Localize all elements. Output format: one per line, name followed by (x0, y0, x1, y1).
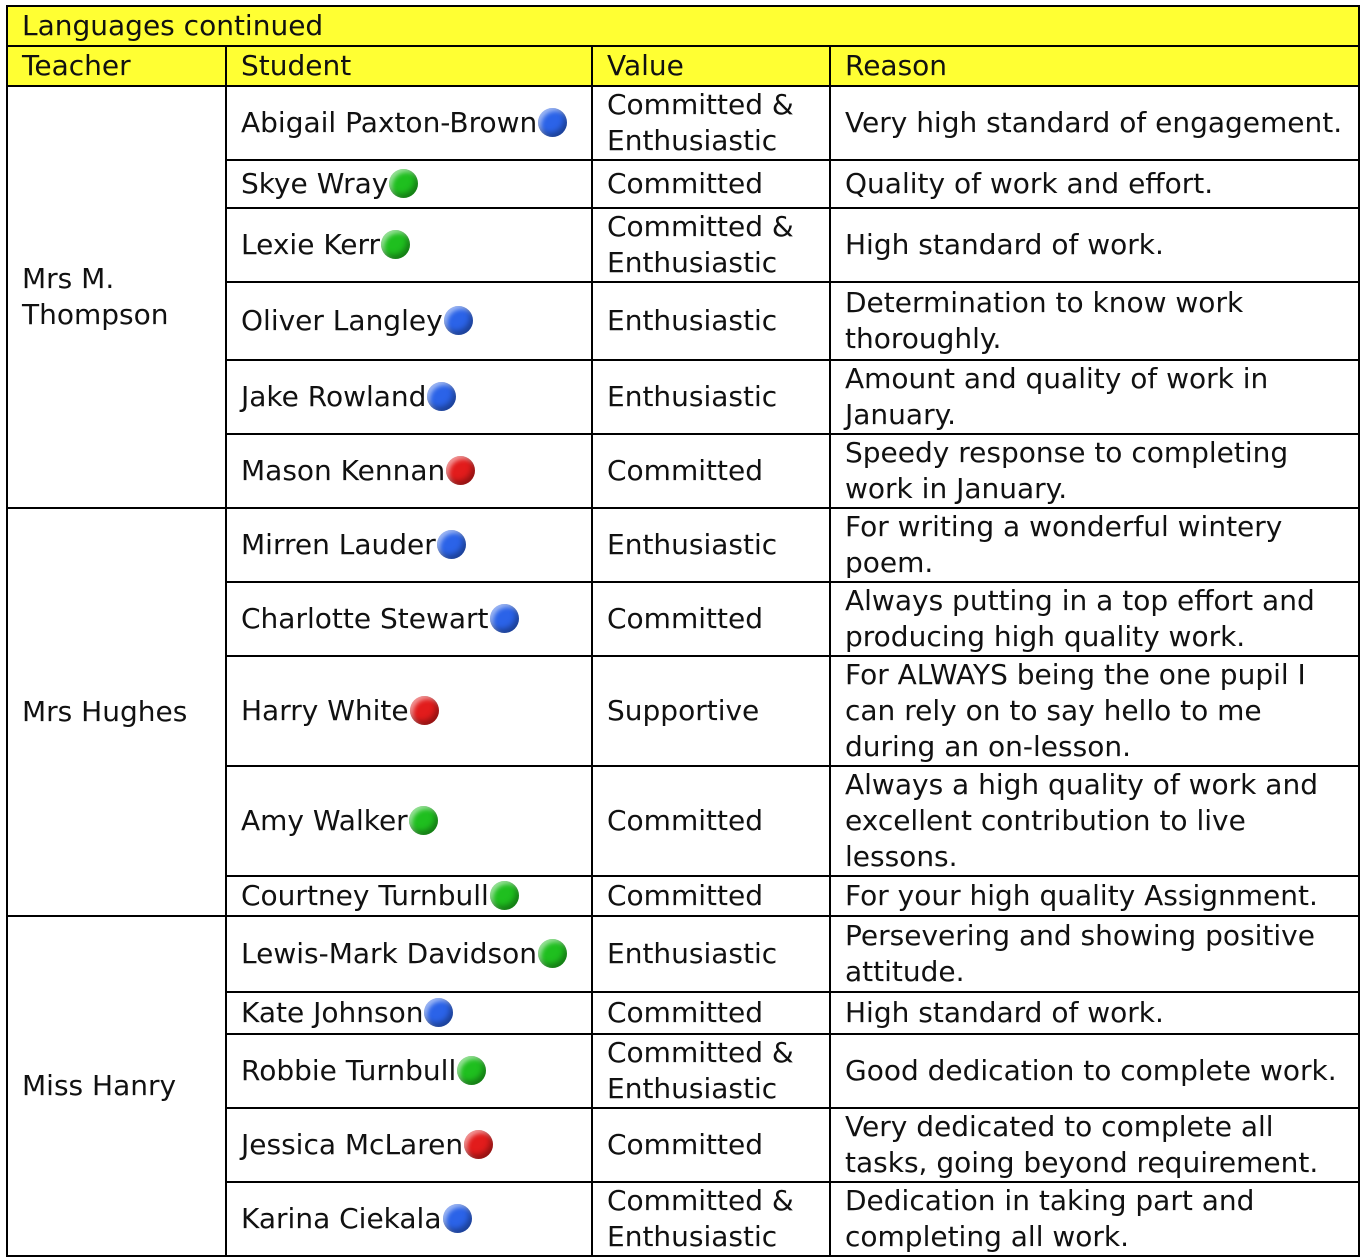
student-name: Karina Ciekala (241, 1202, 442, 1235)
green-dot-icon (538, 939, 567, 968)
student-name: Lexie Kerr (241, 228, 381, 261)
student-cell (226, 656, 592, 766)
student-cell (226, 582, 592, 656)
blue-dot-icon (424, 998, 453, 1027)
reason-cell: Quality of work and effort. (830, 160, 1359, 208)
reason-cell: Good dedication to complete work. (830, 1034, 1359, 1108)
teacher-cell: Mrs Hughes (7, 508, 226, 916)
table-row (7, 86, 1359, 160)
header-student: Student (226, 46, 592, 86)
student-name: Amy Walker (241, 804, 408, 837)
value-cell: Enthusiastic (592, 282, 830, 360)
student-name: Jake Rowland (241, 380, 427, 413)
student-name: Lewis-Mark Davidson (241, 937, 537, 970)
value-cell: Committed & Enthusiastic (592, 86, 830, 160)
blue-dot-icon (437, 530, 466, 559)
green-dot-icon (409, 806, 438, 835)
blue-dot-icon (443, 1204, 472, 1233)
reason-cell: High standard of work. (830, 992, 1359, 1034)
table-row (7, 916, 1359, 992)
value-cell: Committed (592, 876, 830, 916)
value-cell: Enthusiastic (592, 360, 830, 434)
reason-cell: For ALWAYS being the one pupil I can rely on to say hello to me during an on-lesson. (830, 656, 1359, 766)
student-name: Kate Johnson (241, 996, 424, 1029)
teacher-cell: Miss Hanry (7, 916, 226, 1256)
value-cell: Committed (592, 582, 830, 656)
red-dot-icon (446, 456, 475, 485)
student-cell (226, 434, 592, 508)
student-cell (226, 1108, 592, 1182)
reason-cell: Dedication in taking part and completing all work. (830, 1182, 1359, 1256)
value-cell: Supportive (592, 656, 830, 766)
student-name: Jessica McLaren (241, 1128, 464, 1161)
student-name: Mirren Lauder (241, 528, 436, 561)
value-cell: Enthusiastic (592, 508, 830, 582)
red-dot-icon (410, 696, 439, 725)
reason-cell: Very dedicated to complete all tasks, going beyond requirement. (830, 1108, 1359, 1182)
header-value: Value (592, 46, 830, 86)
student-cell (226, 992, 592, 1034)
student-cell (226, 1182, 592, 1256)
reason-cell: Persevering and showing positive attitude. (830, 916, 1359, 992)
table-body (7, 86, 1359, 1256)
student-cell (226, 916, 592, 992)
student-name: Abigail Paxton-Brown (241, 106, 538, 139)
value-cell: Committed (592, 1108, 830, 1182)
title-row (7, 6, 1359, 46)
blue-dot-icon (538, 108, 567, 137)
value-cell: Committed (592, 160, 830, 208)
blue-dot-icon (427, 382, 456, 411)
student-name: Charlotte Stewart (241, 602, 489, 635)
student-cell (226, 160, 592, 208)
value-cell: Committed (592, 766, 830, 876)
value-cell: Committed (592, 992, 830, 1034)
blue-dot-icon (490, 604, 519, 633)
teacher-cell: Mrs M. Thompson (7, 86, 226, 508)
student-name: Courtney Turnbull (241, 879, 489, 912)
green-dot-icon (381, 230, 410, 259)
value-cell: Committed (592, 434, 830, 508)
reason-cell: For your high quality Assignment. (830, 876, 1359, 916)
reason-cell: Always putting in a top effort and producing high quality work. (830, 582, 1359, 656)
reason-cell: Speedy response to completing work in January. (830, 434, 1359, 508)
student-name: Oliver Langley (241, 304, 443, 337)
student-name: Harry White (241, 694, 409, 727)
table-row (7, 508, 1359, 582)
header-row (7, 46, 1359, 86)
student-cell (226, 208, 592, 282)
red-dot-icon (464, 1130, 493, 1159)
value-cell: Enthusiastic (592, 916, 830, 992)
reason-cell: Always a high quality of work and excellent contribution to live lessons. (830, 766, 1359, 876)
blue-dot-icon (444, 306, 473, 335)
student-cell (226, 766, 592, 876)
green-dot-icon (490, 881, 519, 910)
reason-cell: For writing a wonderful wintery poem. (830, 508, 1359, 582)
student-name: Robbie Turnbull (241, 1054, 457, 1087)
student-cell (226, 508, 592, 582)
reason-cell: Amount and quality of work in January. (830, 360, 1359, 434)
reason-cell: Determination to know work thoroughly. (830, 282, 1359, 360)
header-teacher: Teacher (7, 46, 226, 86)
student-cell (226, 360, 592, 434)
student-cell (226, 86, 592, 160)
value-cell: Committed & Enthusiastic (592, 1034, 830, 1108)
green-dot-icon (389, 169, 418, 198)
header-reason: Reason (830, 46, 1359, 86)
student-cell (226, 282, 592, 360)
reason-cell: High standard of work. (830, 208, 1359, 282)
green-dot-icon (457, 1056, 486, 1085)
student-cell (226, 1034, 592, 1108)
value-cell: Committed & Enthusiastic (592, 208, 830, 282)
awards-table (6, 5, 1360, 1257)
student-name: Mason Kennan (241, 454, 446, 487)
value-cell: Committed & Enthusiastic (592, 1182, 830, 1256)
student-cell (226, 876, 592, 916)
table-title: Languages continued (7, 6, 1359, 46)
student-name: Skye Wray (241, 167, 389, 200)
reason-cell: Very high standard of engagement. (830, 86, 1359, 160)
